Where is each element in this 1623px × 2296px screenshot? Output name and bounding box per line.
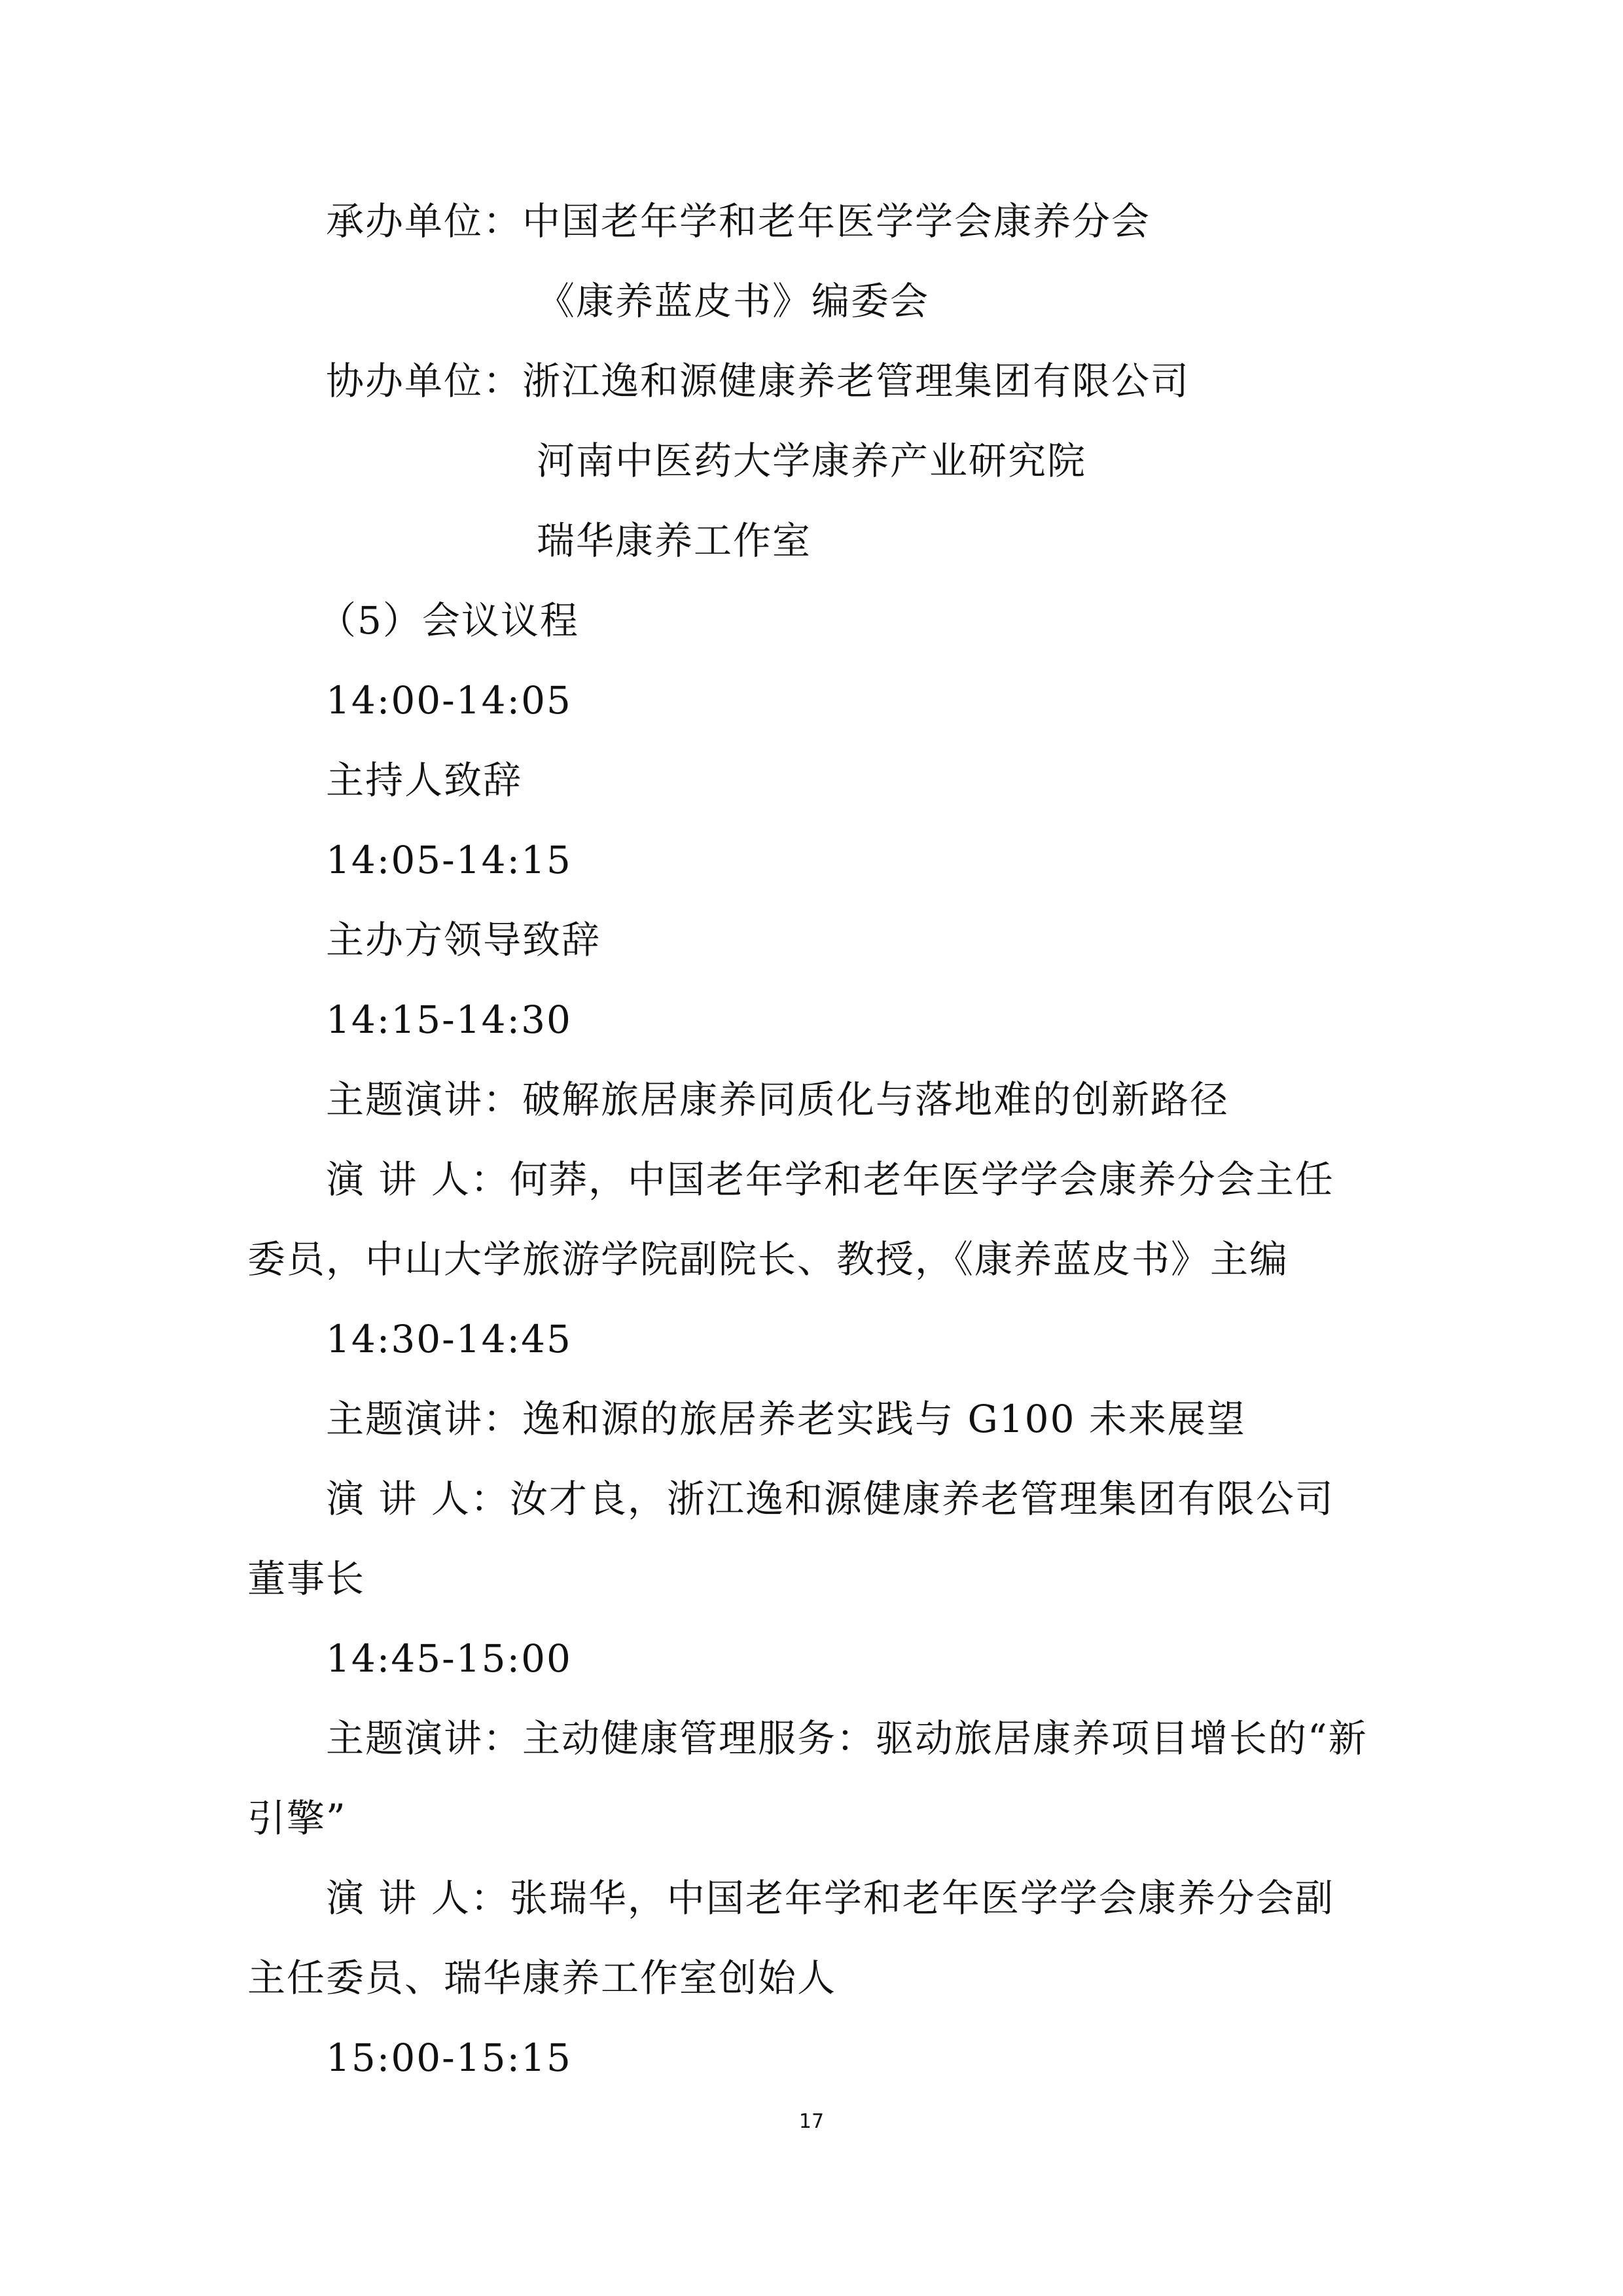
- co-organizer-line: 协办单位：浙江逸和源健康养老管理集团有限公司: [326, 359, 1190, 403]
- agenda-item-5-topic-continuation: 引擎”: [247, 1796, 347, 1840]
- agenda-time-4: 14:30-14:45: [326, 1317, 572, 1361]
- agenda-item-3-topic: 主题演讲：破解旅居康养同质化与落地难的创新路径: [326, 1077, 1230, 1122]
- host-organizer-line: 承办单位：中国老年学和老年医学学会康养分会: [326, 199, 1151, 243]
- agenda-item-3-speaker-continuation: 委员，中山大学旅游学院副院长、教授，《康养蓝皮书》主编: [247, 1237, 1289, 1282]
- page-number: 17: [798, 2110, 825, 2133]
- agenda-item-5-topic: 主题演讲：主动健康管理服务：驱动旅居康养项目增长的“新: [326, 1716, 1368, 1761]
- agenda-item-5-speaker: 演 讲 人：张瑞华，中国老年学和老年医学学会康养分会副: [326, 1876, 1334, 1920]
- agenda-time-2: 14:05-14:15: [326, 838, 572, 882]
- section-heading-agenda: （5）会议议程: [318, 598, 579, 643]
- agenda-time-1: 14:00-14:05: [326, 678, 572, 723]
- agenda-item-4-speaker: 演 讲 人：汝才良，浙江逸和源健康养老管理集团有限公司: [326, 1477, 1334, 1521]
- agenda-item-5-speaker-continuation: 主任委员、瑞华康养工作室创始人: [247, 1956, 837, 2000]
- agenda-time-5: 14:45-15:00: [326, 1636, 572, 1681]
- agenda-item-4-speaker-continuation: 董事长: [247, 1556, 366, 1601]
- agenda-item-2: 主办方领导致辞: [326, 918, 601, 962]
- agenda-item-4-topic: 主题演讲：逸和源的旅居养老实践与 G100 未来展望: [326, 1397, 1246, 1441]
- co-organizer-continuation-1: 河南中医药大学康养产业研究院: [537, 439, 1087, 483]
- host-organizer-continuation: 《康养蓝皮书》编委会: [537, 279, 930, 323]
- agenda-item-3-speaker: 演 讲 人：何莽，中国老年学和老年医学学会康养分会主任: [326, 1157, 1334, 1202]
- agenda-time-3: 14:15-14:30: [326, 997, 572, 1042]
- agenda-time-6: 15:00-15:15: [326, 2036, 572, 2080]
- co-organizer-continuation-2: 瑞华康养工作室: [537, 518, 812, 563]
- agenda-item-1: 主持人致辞: [326, 758, 523, 802]
